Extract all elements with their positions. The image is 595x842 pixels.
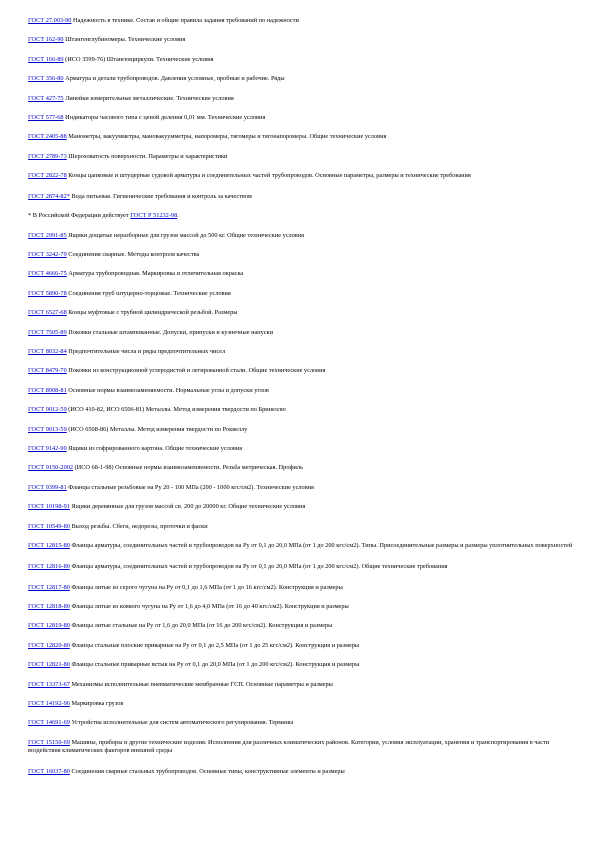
standard-code-link[interactable]: ГОСТ 15150-69 [28,738,70,746]
standard-title: Фланцы литые из ковкого чугуна на Ру от 1,6 до 4,0 МПа (от 16 до 40 кгс/см2). Конструкция и размеры [69,602,349,610]
standard-entry [28,114,573,123]
standard-title: Фланцы стальные плоские приварные на Ру от 0,1 до 2,5 МПа (от 1 до 25 кгс/см2). Конструкция и размеры [69,641,360,649]
standard-code-link[interactable]: ГОСТ 577-68 [28,113,64,121]
standard-code-link[interactable]: ГОСТ 8908-81 [28,386,67,394]
standard-entry [28,503,573,512]
standard-entry [28,584,573,593]
standard-entry [28,133,573,142]
standard-code-link[interactable]: ГОСТ 2874-82* [28,192,70,200]
standard-entry [28,445,573,454]
standard-entry [28,719,573,728]
standard-title: (ИСО 3599-76) Штангенциркули. Технические условия [63,55,214,63]
standard-title: Маркировка грузов [69,699,124,707]
standard-title: (ИСО 410-82, ИСО 6506-81) Металлы. Метод измерения твердости по Бринеллю [66,406,286,414]
standard-entry [28,95,573,104]
standard-code-link[interactable]: ГОСТ 5890-78 [28,289,67,297]
standard-title: Концы муфтовые с трубной цилиндрической резьбой. Размеры [66,309,238,317]
standards-list [28,17,573,788]
standard-title: Соединения труб штуцерно-торцовые. Технические условия [66,289,231,297]
standard-entry [28,309,573,318]
standard-entry [28,75,573,84]
standard-title: Ящики дощатые неразборные для грузов массой до 500 кг. Общие технические условия [66,231,305,239]
standard-code-link[interactable]: ГОСТ 9150-2002 [28,464,74,472]
standard-code-link[interactable]: ГОСТ 12815-80 [28,541,70,549]
standard-entry [28,542,573,551]
standard-entry [28,329,573,338]
standard-code-link[interactable]: ГОСТ 10198-91 [28,503,70,511]
standard-title: Вода питьевая. Гигиенические требования и контроль за качеством [69,192,252,200]
standard-code-link[interactable]: ГОСТ 9142-90 [28,445,67,452]
standard-entry [28,348,573,357]
standard-entry [28,367,573,376]
footnote-text: * В Российской Федерации действует [28,212,131,220]
standard-title: Предпочтительные числа и ряды предпочтительных чисел [66,348,226,356]
standard-entry [28,642,573,651]
standard-entry [28,56,573,65]
standard-entry [28,387,573,396]
standard-title: Фланцы арматуры, соединительных частей и трубопроводов на Ру от 0,1 до 20,0 МПа (от 1 до 200 кгс/см2). Общие технические требования [69,562,448,570]
standard-code-link[interactable]: ГОСТ 13373-67 [28,680,70,688]
standard-code-link[interactable]: ГОСТ 3242-79 [28,251,67,259]
standard-code-link[interactable]: ГОСТ 14691-69 [28,719,70,727]
standard-entry [28,464,573,473]
standard-entry [28,426,573,435]
standard-entry [28,700,573,709]
standard-title: Арматура трубопроводная. Маркировка и отличительная окраска [66,270,244,278]
standard-title: Концы цапковые и штуцерные судовой арматуры и соединительных частей трубопроводов. Основные параметры, размеры и технические требования [66,172,471,180]
standard-code-link[interactable]: ГОСТ 12820-80 [28,641,70,649]
standard-entry [28,36,573,45]
standard-entry [28,17,573,26]
standard-title: Надежность в технике. Состав и общие правила задания требований по надежности [71,17,299,24]
standard-title: Индикаторы часового типа с ценой деления 0,01 мм. Технические условия [63,113,266,121]
standard-title: Соединения сварные стальных трубопроводов. Основные типы, конструктивные элементы и размеры [69,768,345,776]
standard-code-link[interactable]: ГОСТ 162-90 [28,36,64,44]
standard-code-link[interactable]: ГОСТ 12817-80 [28,583,70,591]
standard-code-link[interactable]: ГОСТ 166-89 [28,55,64,63]
standard-title: Фланцы арматуры, соединительных частей и трубопроводов на Ру от 0,1 до 20,0 МПа (от 1 до 200 кгс/см2). Типы. Присоединительные размеры и размеры уплотнительных поверхностей [69,541,573,549]
standard-entry [28,739,573,757]
standard-title: Фланцы литые из серого чугуна на Ру от 0,1 до 1,6 МПа (от 1 до 16 кгс/см2). Конструкция и размеры [69,583,343,591]
standard-code-link[interactable]: ГОСТ 2405-88 [28,133,67,141]
standard-title: Манометры, вакуумметры, мановакуумметры, напоромеры, тягомеры и тягонапоромеры. Общие технические условия [66,133,387,141]
standard-code-link[interactable]: ГОСТ 9399-81 [28,483,67,491]
standard-code-link[interactable]: ГОСТ 10549-80 [28,522,70,530]
standard-title: Соединения сварные. Методы контроля качества [66,251,200,259]
standard-code-link[interactable]: ГОСТ 2789-73 [28,152,67,160]
standard-title: Машины, приборы и другие технические изделия. Исполнения для различных климатических районов. Категории, условия эксплуатации, хранения и транспортирования в части воздействия климатических факторов внешней среды [28,738,550,755]
standard-title: Ящики из гофрированного картона. Общие технические условия [66,445,243,452]
standard-title: Устройства исполнительные для систем автоматического регулирования. Термины [69,719,294,727]
standard-code-link[interactable]: ГОСТ 12819-80 [28,622,70,630]
standard-entry [28,768,573,777]
standard-entry [28,681,573,690]
standard-code-link[interactable]: ГОСТ 2822-78 [28,172,67,180]
standard-code-link[interactable]: ГОСТ 6527-68 [28,309,67,317]
standard-entry [28,484,573,493]
standard-title: Фланцы литые стальные на Ру от 1,6 до 20,0 МПа (от 16 до 200 кгс/см2). Конструкция и размеры [69,622,333,630]
standard-code-link[interactable]: ГОСТ 9013-59 [28,425,67,433]
standard-entry [28,661,573,670]
standard-code-link[interactable]: ГОСТ 2991-85 [28,231,67,239]
standard-code-link[interactable]: ГОСТ 427-75 [28,94,64,102]
standard-entry [28,406,573,415]
standard-entry [28,563,573,572]
standard-entry [28,232,573,241]
standard-entry [28,622,573,631]
standard-title: Штангенглубиномеры. Технические условия [63,36,186,44]
standard-entry [28,270,573,279]
standard-title: Линейки измерительные металлические. Технические условия [63,94,234,102]
standard-code-link[interactable]: ГОСТ 27.003-90 [28,17,72,24]
standard-code-link[interactable]: ГОСТ 12816-80 [28,562,70,570]
standard-title: (ИСО 6508-86) Металлы. Метод измерения твердости по Роквеллу [66,425,248,433]
standard-code-link[interactable]: ГОСТ 8479-70 [28,367,67,375]
standard-title: (ИСО 68-1-98) Основные нормы взаимозаменяемости. Резьба метрическая. Профиль [73,464,303,472]
standard-code-link[interactable]: ГОСТ 356-80 [28,75,64,83]
standard-code-link[interactable]: ГОСТ 8032-84 [28,348,67,356]
standard-code-link[interactable]: ГОСТ 7505-89 [28,328,67,336]
standard-title: Поковки стальные штампованные. Допуски, припуски и кузнечные напуски [66,328,273,336]
standard-title: Выход резьбы. Сбеги, недорезы, проточки и фаски [69,522,208,530]
standard-code-link[interactable]: ГОСТ 4666-75 [28,270,67,278]
standard-code-link[interactable]: ГОСТ Р 51232-98 [130,212,178,220]
standard-entry [28,603,573,612]
standard-title: . [177,212,179,220]
standard-code-link[interactable]: ГОСТ 12818-80 [28,602,70,610]
standard-code-link[interactable]: ГОСТ 9012-59 [28,406,67,414]
standard-entry [28,290,573,299]
standard-code-link[interactable]: ГОСТ 14192-96 [28,699,70,707]
standard-entry [28,193,573,202]
standard-title: Фланцы стальные приварные встык на Ру от 0,1 до 20,0 МПа (от 1 до 200 кгс/см2). Конструкция и размеры [69,661,360,669]
standard-title: Арматура и детали трубопроводов. Давления условные, пробные и рабочие. Ряды [63,75,285,83]
standard-entry [28,153,573,162]
standard-title: Основные нормы взаимозаменяемости. Нормальные углы и допуски углов [66,386,269,394]
standard-code-link[interactable]: ГОСТ 12821-80 [28,661,70,669]
standard-title: Поковки из конструкционной углеродистой и легированной стали. Общие технические условия [66,367,326,375]
standard-entry [28,172,573,181]
standard-code-link[interactable]: ГОСТ 16037-80 [28,768,70,776]
standard-title: Ящики деревянные для грузов массой св. 200 до 20000 кг. Общие технические условия [69,503,306,511]
standard-title: Механизмы исполнительные пневматические мембранные ГСП. Основные параметры и размеры [69,680,333,688]
footnote [28,212,573,221]
standard-title: Фланцы стальные резьбовые на Ру 20 - 100 МПа (200 - 1000 кгс/см2). Технические условия [66,483,314,491]
standard-entry [28,523,573,532]
standard-title: Шероховатость поверхности. Параметры и характеристики [66,152,228,160]
standard-entry [28,251,573,260]
